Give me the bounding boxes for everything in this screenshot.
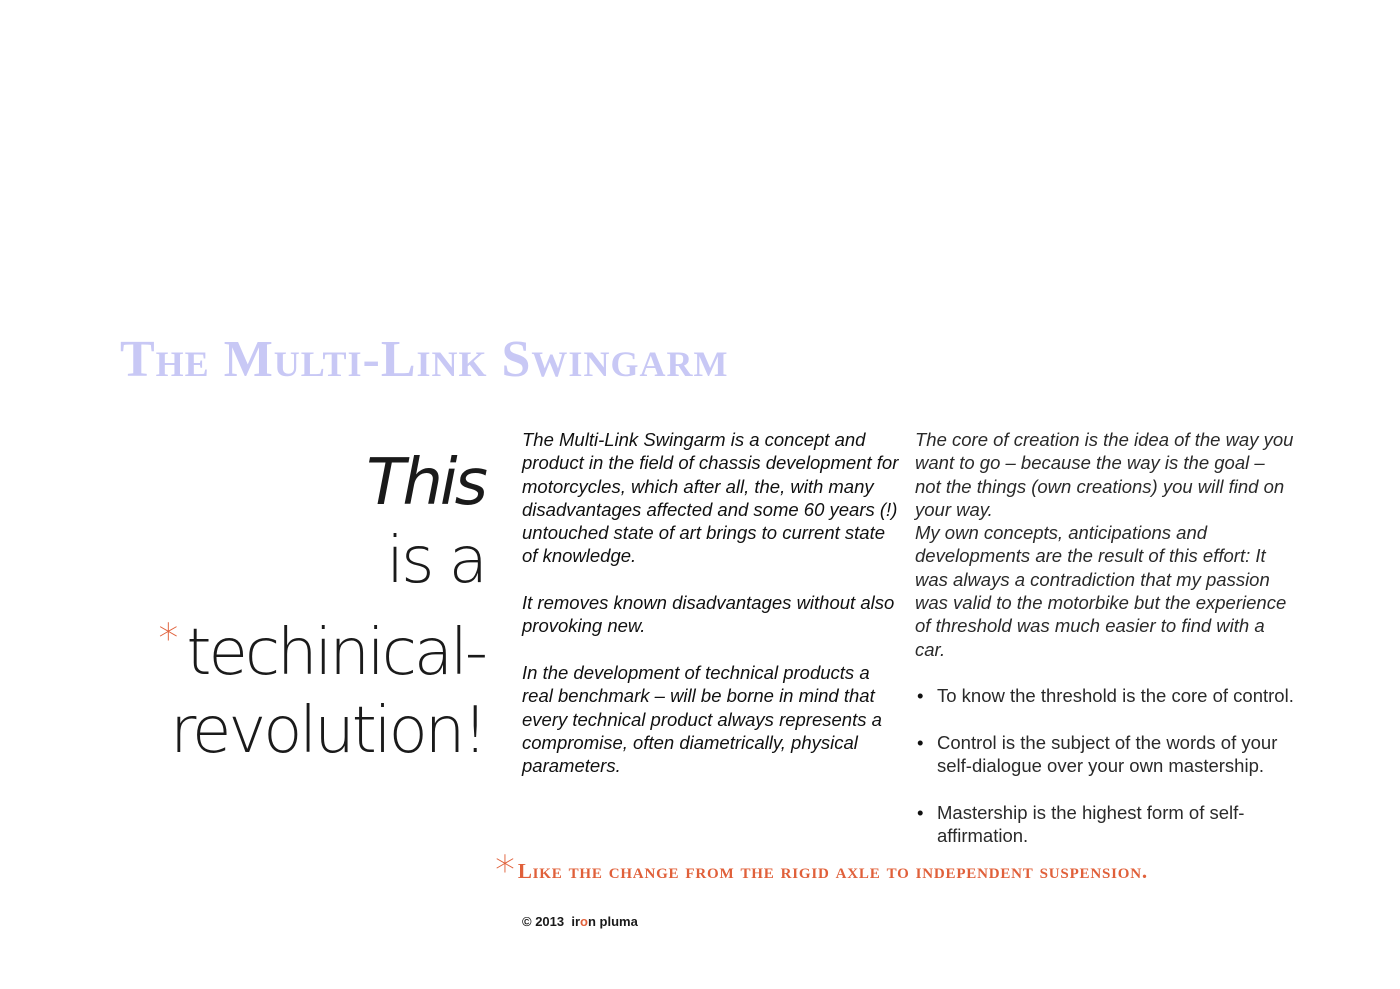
right-intro-2: My own concepts, anticipations and developments are the result of this effort: It was always a contradiction that my passion was valid to the motorbike but the experience of threshold was much easier to find with a car. — [915, 522, 1287, 660]
list-item-text: Mastership is the highest form of self-affirmation. — [937, 801, 1245, 847]
headline-line-3 — [158, 600, 485, 692]
headline — [158, 444, 485, 770]
headline-line-4: revolution! — [170, 694, 485, 768]
bullet-icon: • — [917, 731, 924, 753]
bullet-icon: • — [917, 801, 924, 823]
right-intro: The core of creation is the idea of the way you want to go – because the way is the goal – not the things (own creations) you will find on your way. — [915, 429, 1294, 520]
footnote-text: Like the change from the rigid axle to independent suspension. — [517, 859, 1148, 883]
copyright — [522, 914, 638, 929]
headline-line-1: This — [366, 446, 485, 520]
middle-paragraph-3: In the development of technical products a real benchmark – will be borne in mind that every technical product always represents a compromise, often diametrically, physical parameters. — [522, 661, 882, 777]
bullet-icon: • — [917, 685, 924, 707]
headline-line-2: is a — [386, 524, 485, 598]
right-column — [915, 428, 1295, 871]
brand-part-1: ir — [571, 914, 581, 929]
brand-part-2: o — [580, 914, 588, 929]
list-item-text: Control is the subject of the words of your self-dialogue over your own mastership. — [937, 731, 1278, 777]
middle-paragraph-2: It removes known disadvantages without also provoking new. — [522, 592, 895, 637]
brand-part-3: n pluma — [587, 914, 638, 929]
page-title: The Multi-Link Swingarm — [120, 331, 729, 388]
footnote — [495, 848, 1148, 894]
middle-column — [522, 428, 902, 801]
footnote-asterisk-icon: * — [495, 848, 516, 894]
headline-line-3-text: techinical- — [186, 616, 485, 690]
middle-paragraph-1: The Multi-Link Swingarm is a concept and product in the field of chassis development for motorcycles, which after all, the, with many disadvantages affected and some 60 years (!) untouched state of art brings to current state of knowledge. — [522, 429, 899, 567]
bullet-list — [915, 684, 1295, 847]
list-item-text: To know the threshold is the core of control. — [937, 685, 1294, 707]
list-item — [915, 801, 1295, 848]
asterisk-icon: * — [158, 616, 179, 662]
copyright-prefix: © 2013 — [522, 914, 565, 929]
list-item — [915, 684, 1295, 707]
list-item — [915, 731, 1295, 778]
brand-name — [571, 914, 637, 929]
